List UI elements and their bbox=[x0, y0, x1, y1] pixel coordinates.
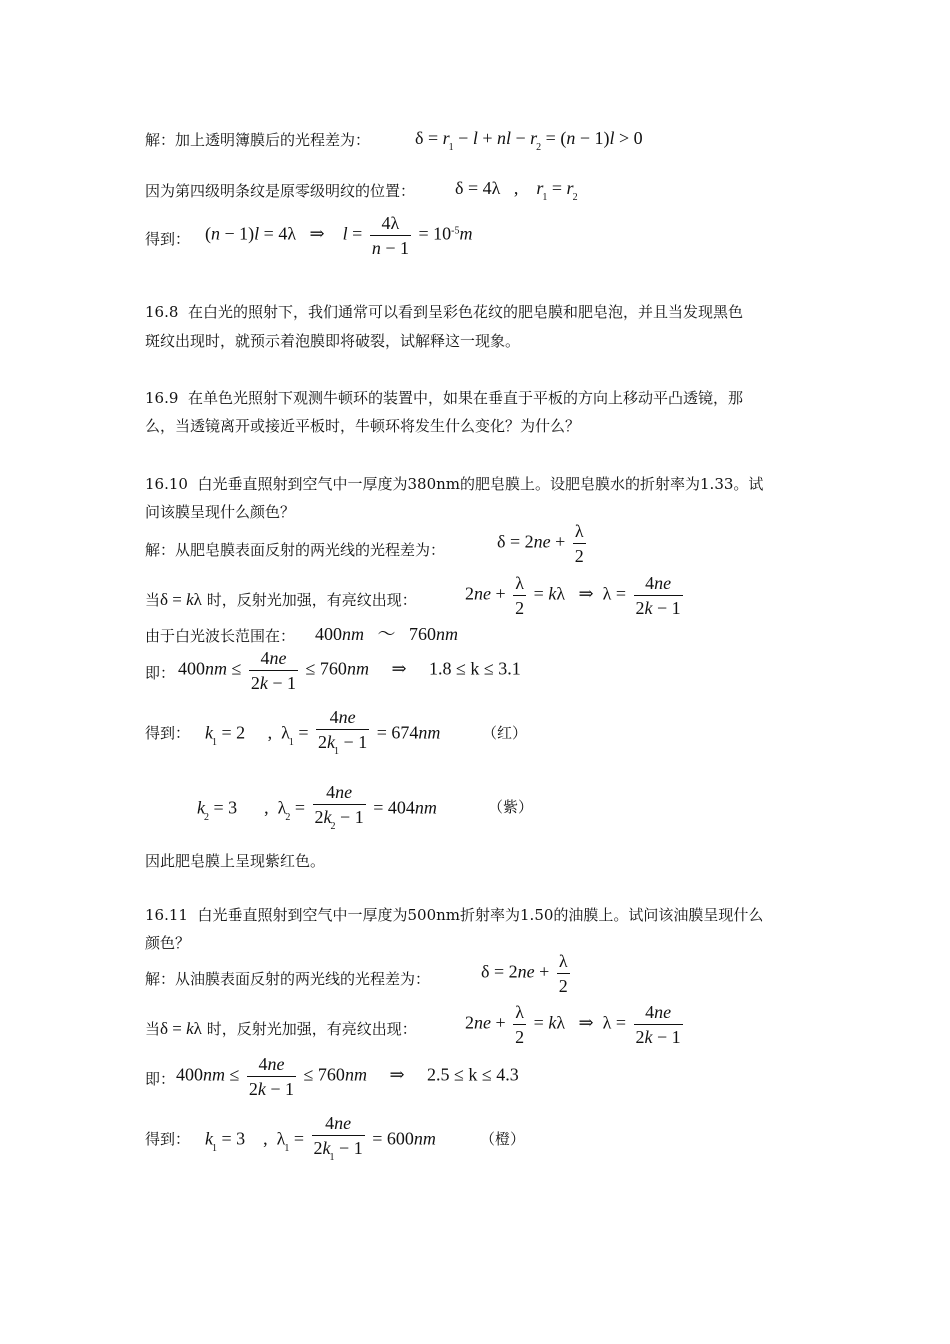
color-purple-label: （紫） bbox=[488, 798, 534, 816]
equation-path-difference-16-11: δ = 2ne + $\frac{\lambda}{2}$ bbox=[481, 951, 568, 996]
problem-number: 16.10 bbox=[145, 475, 188, 493]
problem-text: 白光垂直照射到空气中一厚度为380nm的肥皂膜上。设肥皂膜水的折射率为1.33。试 bbox=[197, 475, 764, 493]
inequality-label-16-11: 即： bbox=[145, 1070, 176, 1088]
problem-16-11-line1 bbox=[145, 905, 763, 925]
k-range-16-11: 2.5 ≤ k ≤ 4.3 bbox=[427, 1064, 519, 1085]
result-label-16-10: 得到： bbox=[145, 724, 191, 742]
result-k1-16-10: $k_1 = 2$ , $\lambda_1$ = $\frac{4ne}{2k_1 - 1}$ = 674nm bbox=[205, 707, 441, 757]
solution-label-2: 因为第四级明条纹是原零级明纹的位置： bbox=[145, 182, 416, 200]
inequality-label-16-10: 即： bbox=[145, 664, 176, 682]
problem-number: 16.11 bbox=[145, 906, 188, 924]
solution-label-16-11: 解：从油膜表面反射的两光线的光程差为： bbox=[145, 970, 431, 988]
problem-16-11-line2: 颜色？ bbox=[145, 934, 191, 952]
problem-number: 16.8 bbox=[145, 303, 179, 321]
problem-16-10-line1 bbox=[145, 474, 763, 494]
condition-16-10: 当δ = kλ 时，反射光加强，有亮纹出现： bbox=[145, 590, 417, 609]
color-orange-label: （橙） bbox=[480, 1130, 526, 1148]
problem-number: 16.9 bbox=[145, 389, 179, 407]
problem-text: 白光垂直照射到空气中一厚度为500nm折射率为1.50的油膜上。试问该油膜呈现什么 bbox=[197, 906, 764, 924]
result-label-16-11: 得到： bbox=[145, 1130, 191, 1148]
equation-optical-path-difference: $\delta = r_1 - l$ + nl − $r_2 = (n - 1)l > 0$ bbox=[415, 128, 643, 153]
thickness-value: 10 bbox=[433, 223, 452, 244]
problem-16-8-line2: 斑纹出现时，就预示着泡膜即将破裂，试解释这一现象。 bbox=[145, 332, 521, 350]
color-red-label: （红） bbox=[482, 724, 528, 742]
range-label-16-10: 由于白光波长范围在： bbox=[145, 627, 296, 645]
inequality-16-11: 400nm ≤ $\frac{4ne}{2k - 1}$ ≤ 760nm ⇒ 2.5 ≤ k ≤ 4.3 bbox=[176, 1054, 519, 1099]
condition-16-11: 当δ = kλ 时，反射光加强，有亮纹出现： bbox=[145, 1019, 417, 1038]
result-k1-16-11: $k_1 = 3$ , $\lambda_1$ = $\frac{4ne}{2k_1 - 1}$ = 600nm bbox=[205, 1113, 436, 1163]
equation-thickness: (n − 1)l = 4λ ⇒ l = $\frac{4\lambda}{n - 1}$ = $10^{-5}m$ bbox=[205, 213, 473, 258]
problem-16-9-line1 bbox=[145, 388, 743, 408]
inequality-16-10: 400nm ≤ $\frac{4ne}{2k - 1}$ ≤ 760nm ⇒ 1.8 ≤ k ≤ 3.1 bbox=[178, 648, 521, 693]
k-range-16-10: 1.8 ≤ k ≤ 3.1 bbox=[429, 658, 521, 679]
result-k2-16-10: $k_2 = 3$ , $\lambda_2$ = $\frac{4ne}{2k_2 - 1}$ = 404nm bbox=[197, 782, 437, 832]
problem-text: 在白光的照射下，我们通常可以看到呈彩色花纹的肥皂膜和肥皂泡，并且当发现黑色 bbox=[187, 303, 743, 321]
equation-path-difference-16-10: δ = 2ne + $\frac{\lambda}{2}$ bbox=[497, 521, 584, 566]
problem-16-10-line2: 问该膜呈现什么颜色？ bbox=[145, 503, 296, 521]
problem-16-8-line1 bbox=[145, 302, 743, 322]
wavelength-range: 400nm ～ 760nm bbox=[315, 624, 458, 644]
result-label-1: 得到： bbox=[145, 230, 191, 248]
thickness-unit: m bbox=[459, 223, 473, 244]
conclusion-16-10: 因此肥皂膜上呈现紫红色。 bbox=[145, 852, 326, 870]
thickness-exponent: -5 bbox=[451, 225, 460, 237]
equation-fourth-order: δ = 4λ , $r_1 = r_2$ bbox=[455, 178, 578, 203]
equation-bright-condition-16-10: 2ne + $\frac{\lambda}{2}$ = kλ ⇒ λ = $\frac{4ne}{2k - 1}$ bbox=[465, 573, 681, 618]
problem-16-9-line2: 么，当透镜离开或接近平板时，牛顿环将发生什么变化？为什么？ bbox=[145, 417, 581, 435]
solution-label-16-10: 解：从肥皂膜表面反射的两光线的光程差为： bbox=[145, 541, 446, 559]
equation-bright-condition-16-11: 2ne + $\frac{\lambda}{2}$ = kλ ⇒ λ = $\frac{4ne}{2k - 1}$ bbox=[465, 1002, 681, 1047]
problem-text: 在单色光照射下观测牛顿环的装置中，如果在垂直于平板的方向上移动平凸透镜，那 bbox=[187, 389, 743, 407]
solution-label-1: 解：加上透明簿膜后的光程差为： bbox=[145, 131, 371, 149]
